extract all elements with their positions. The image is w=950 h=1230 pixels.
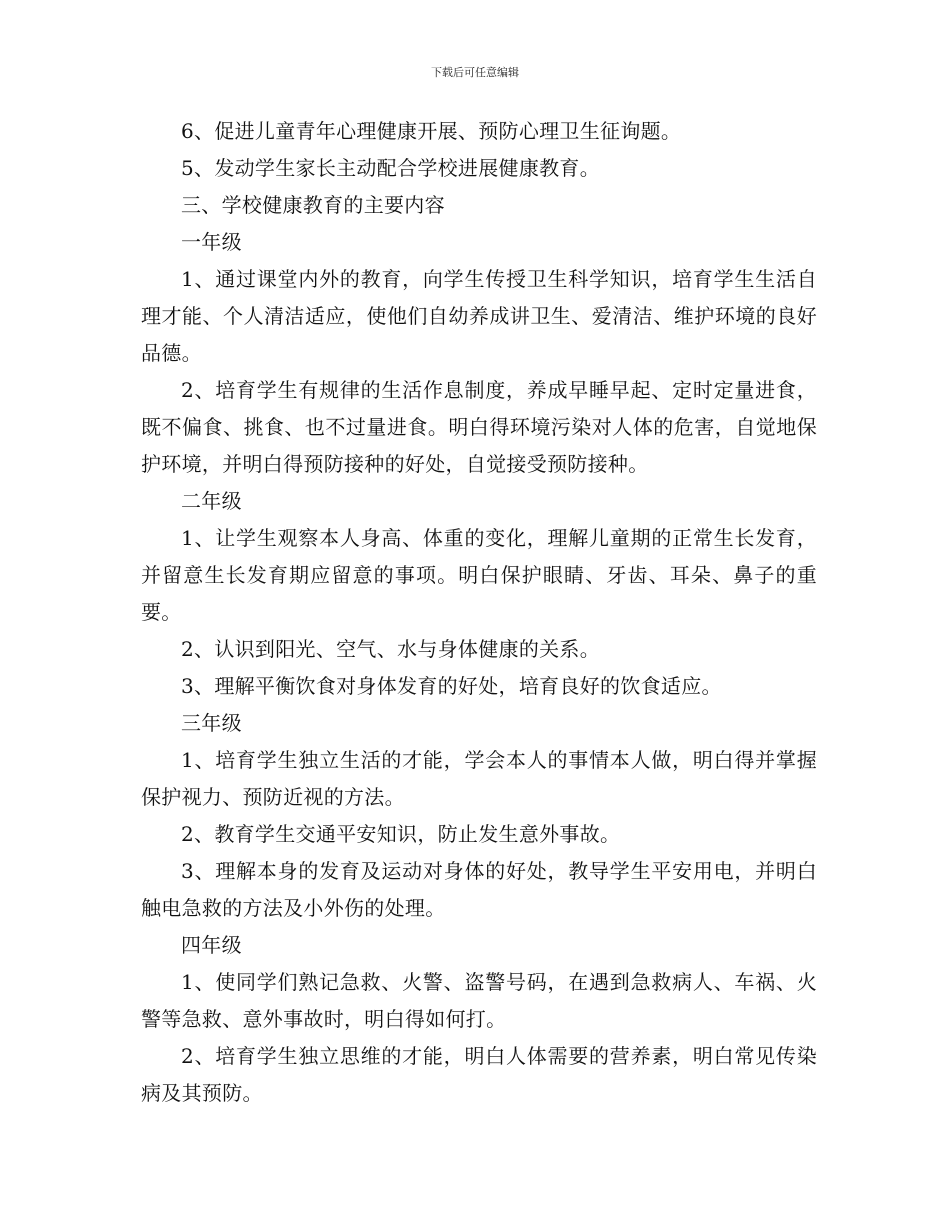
- grade1-item-2: 2、培育学生有规律的生活作息制度，养成早睡早起、定时定量进食，既不偏食、挑食、也不过量进食。明白得环境污染对人体的危害，自觉地保护环境，并明白得预防接种的好处，自觉接受预防接种。: [141, 378, 817, 476]
- page-header: 下载后可任意编辑: [431, 66, 519, 79]
- grade2-item-2: 2、认识到阳光、空气、水与身体健康的关系。: [181, 637, 601, 661]
- grade-heading-3: 三年级: [181, 711, 242, 735]
- document-body: [141, 113, 817, 1112]
- grade4-item-2: 2、培育学生独立思维的才能，明白人体需要的营养素，明白常见传染病及其预防。: [141, 1044, 817, 1105]
- grade2-item-1: 1、让学生观察本人身高、体重的变化，理解儿童期的正常生长发育，并留意生长发育期应留意的事项。明白保护眼睛、牙齿、耳朵、鼻子的重要。: [141, 526, 817, 624]
- grade-heading-2: 二年级: [181, 489, 242, 513]
- grade3-item-1: 1、培育学生独立生活的才能，学会本人的事情本人做，明白得并掌握保护视力、预防近视的方法。: [141, 748, 817, 809]
- section-heading: 三、学校健康教育的主要内容: [181, 193, 445, 217]
- grade-heading-4: 四年级: [181, 933, 242, 957]
- grade3-item-2: 2、教育学生交通平安知识，防止发生意外事故。: [181, 822, 621, 846]
- grade2-item-3: 3、理解平衡饮食对身体发育的好处，培育良好的饮食适应。: [181, 674, 722, 698]
- paragraph-item-5: 5、发动学生家长主动配合学校进展健康教育。: [181, 156, 601, 180]
- grade-heading-1: 一年级: [181, 230, 242, 254]
- grade4-item-1: 1、使同学们熟记急救、火警、盗警号码，在遇到急救病人、车祸、火警等急救、意外事故时，明白得如何打。: [141, 970, 817, 1031]
- paragraph-item-6: 6、促进儿童青年心理健康开展、预防心理卫生征询题。: [181, 119, 682, 143]
- grade1-item-1: 1、通过课堂内外的教育，向学生传授卫生科学知识，培育学生生活自理才能、个人清洁适应，使他们自幼养成讲卫生、爱清洁、维护环境的良好品德。: [141, 267, 817, 365]
- grade3-item-3: 3、理解本身的发育及运动对身体的好处，教导学生平安用电，并明白触电急救的方法及小外伤的处理。: [141, 859, 817, 920]
